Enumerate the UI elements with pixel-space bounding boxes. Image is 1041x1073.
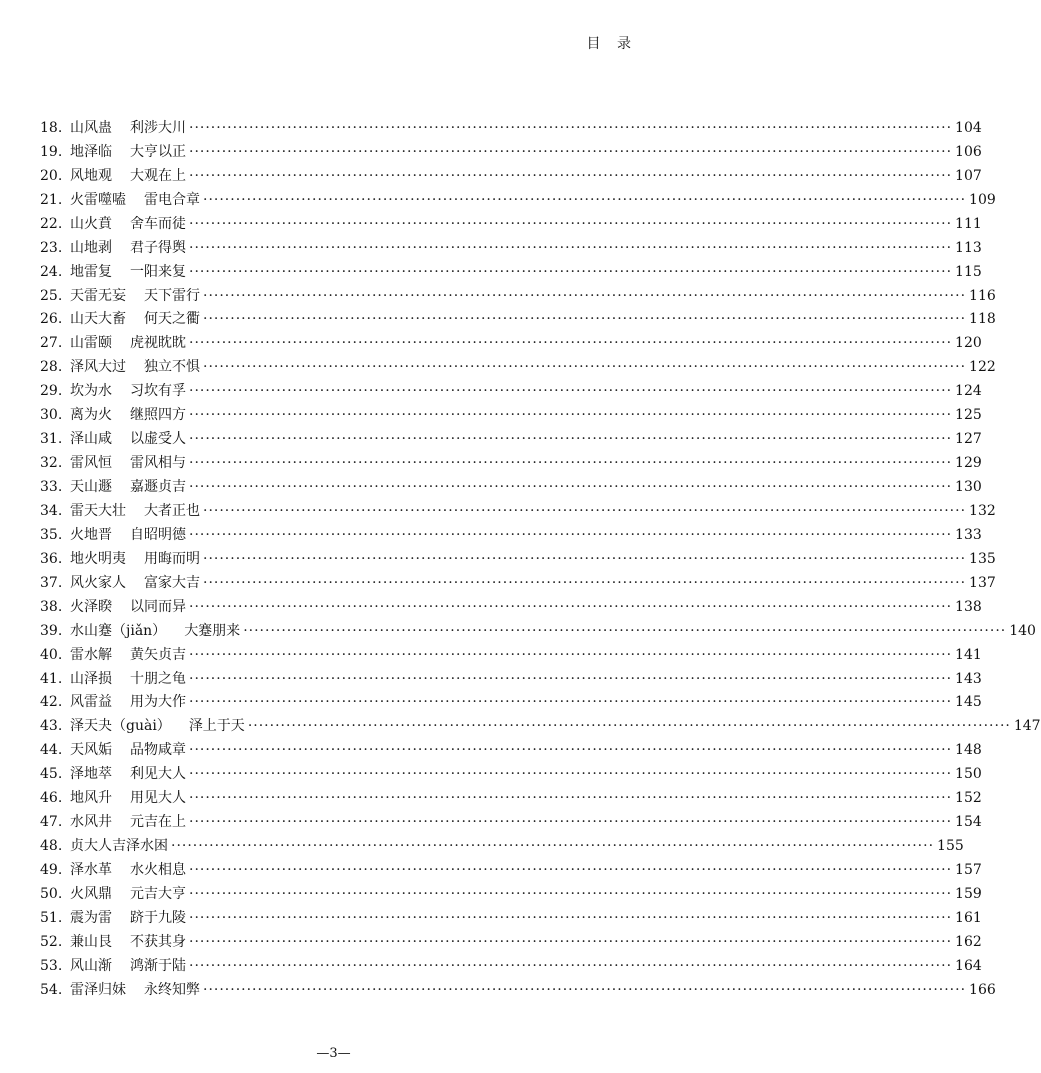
dot-leader: ············································································································································	[203, 550, 967, 567]
entry-subtitle: 永终知弊	[144, 981, 200, 998]
entry-subtitle: 嘉遯贞吉	[130, 479, 186, 496]
entry-subtitle: 品物咸章	[130, 742, 186, 759]
entry-title: 火泽睽	[70, 598, 112, 615]
toc-entry[interactable]	[40, 331, 982, 355]
toc-entry[interactable]	[40, 547, 996, 571]
entry-title: 火地晋	[70, 526, 112, 543]
dot-leader: ············································································································································	[189, 646, 953, 663]
toc-entry[interactable]	[40, 738, 982, 762]
entry-number: 49.	[40, 862, 63, 879]
toc-entry[interactable]	[40, 140, 982, 164]
dot-leader: ············································································································································	[203, 191, 967, 208]
entry-page-number: 140	[1009, 622, 1036, 639]
entry-number: 37.	[40, 574, 63, 591]
toc-entry[interactable]	[40, 858, 982, 882]
entry-number: 32.	[40, 455, 63, 472]
entry-number: 53.	[40, 957, 63, 974]
entry-number: 33.	[40, 479, 63, 496]
entry-number: 34.	[40, 502, 63, 519]
entry-number: 29.	[40, 383, 63, 400]
entry-page-number: 166	[969, 981, 996, 998]
entry-subtitle: 元吉在上	[130, 814, 186, 831]
entry-title: 坎为水	[70, 383, 112, 400]
toc-entry[interactable]	[40, 906, 982, 930]
entry-subtitle: 习坎有孚	[130, 383, 186, 400]
entry-number: 30.	[40, 407, 63, 424]
entry-number: 20.	[40, 167, 63, 184]
dot-leader: ············································································································································	[189, 885, 953, 902]
entry-title: 雷泽归妹	[70, 981, 126, 998]
entry-title: 火风鼎	[70, 885, 112, 902]
entry-number: 25.	[40, 287, 63, 304]
toc-entry[interactable]	[40, 475, 982, 499]
entry-subtitle: 天下雷行	[144, 287, 200, 304]
entry-page-number: 148	[955, 742, 982, 759]
entry-number: 47.	[40, 814, 63, 831]
entry-title: 震为雷	[70, 909, 112, 926]
entry-title: 泽水革	[70, 862, 112, 879]
dot-leader: ············································································································································	[189, 119, 953, 136]
entry-page-number: 106	[955, 143, 982, 160]
entry-number: 23.	[40, 239, 63, 256]
entry-page-number: 122	[969, 359, 996, 376]
dot-leader: ············································································································································	[189, 814, 953, 831]
dot-leader: ············································································································································	[189, 862, 953, 879]
entry-page-number: 161	[955, 909, 982, 926]
dot-leader: ············································································································································	[203, 311, 967, 328]
entry-title: 水风井	[70, 814, 112, 831]
entry-title: 天山遯	[70, 479, 112, 496]
entry-subtitle: 独立不惧	[144, 359, 200, 376]
entry-title: 山雷颐	[70, 335, 112, 352]
page-number: —3—	[316, 1046, 351, 1061]
table-of-contents	[40, 116, 1041, 1002]
entry-subtitle: 雷电合章	[144, 191, 200, 208]
entry-subtitle: 水火相息	[130, 862, 186, 879]
entry-title: 泽地萃	[70, 766, 112, 783]
entry-page-number: 154	[955, 814, 982, 831]
entry-page-number: 116	[969, 287, 996, 304]
dot-leader: ············································································································································	[203, 359, 967, 376]
toc-entry[interactable]	[40, 523, 982, 547]
entry-subtitle: 以同而异	[130, 598, 186, 615]
dot-leader: ············································································································································	[189, 694, 953, 711]
entry-page-number: 137	[969, 574, 996, 591]
entry-number: 18.	[40, 119, 63, 136]
entry-page-number: 164	[955, 957, 982, 974]
entry-page-number: 152	[955, 790, 982, 807]
entry-title: 兼山艮	[70, 933, 112, 950]
entry-title: 雷风恒	[70, 455, 112, 472]
entry-subtitle: 不获其身	[130, 933, 186, 950]
entry-title: 风雷益	[70, 694, 112, 711]
toc-entry[interactable]	[40, 786, 982, 810]
entry-subtitle: 用为大作	[130, 694, 186, 711]
entry-title: 水山蹇（jiǎn）	[70, 622, 167, 639]
entry-subtitle: 大者正也	[144, 502, 200, 519]
dot-leader: ············································································································································	[203, 287, 967, 304]
section-heading: 目 录	[586, 36, 637, 52]
entry-page-number: 111	[955, 215, 982, 232]
dot-leader: ············································································································································	[189, 143, 953, 160]
entry-number: 52.	[40, 933, 63, 950]
entry-number: 22.	[40, 215, 63, 232]
entry-page-number: 118	[969, 311, 996, 328]
entry-subtitle: 泽上于天	[188, 718, 245, 735]
entry-number: 19.	[40, 143, 63, 160]
dot-leader: ············································································································································	[247, 718, 1011, 735]
entry-page-number: 159	[955, 885, 982, 902]
toc-entry[interactable]	[40, 978, 996, 1002]
entry-page-number: 120	[955, 335, 982, 352]
entry-subtitle: 大观在上	[130, 167, 186, 184]
entry-subtitle: 富家大吉	[144, 574, 200, 591]
dot-leader: ············································································································································	[189, 263, 953, 280]
entry-page-number: 150	[955, 766, 982, 783]
entry-subtitle: 继照四方	[130, 407, 186, 424]
entry-title: 离为火	[70, 407, 112, 424]
entry-subtitle: 利涉大川	[130, 119, 186, 136]
entry-subtitle: 跻于九陵	[130, 909, 186, 926]
entry-title: 山泽损	[70, 670, 112, 687]
entry-page-number: 147	[1013, 718, 1041, 735]
entry-number: 31.	[40, 431, 63, 448]
entry-page-number: 135	[969, 550, 996, 567]
entry-number: 35.	[40, 526, 63, 543]
entry-number: 39.	[40, 622, 63, 639]
entry-page-number: 130	[955, 479, 982, 496]
entry-title: 泽山咸	[70, 431, 112, 448]
entry-page-number: 124	[955, 383, 982, 400]
entry-subtitle: 自昭明德	[130, 526, 186, 543]
entry-page-number: 127	[955, 431, 982, 448]
toc-entry[interactable]	[40, 212, 982, 236]
toc-entry[interactable]	[40, 691, 982, 715]
dot-leader: ············································································································································	[189, 455, 953, 472]
entry-subtitle: 舍车而徒	[130, 215, 186, 232]
toc-entry[interactable]	[40, 714, 1041, 738]
toc-entry[interactable]	[40, 355, 996, 379]
entry-title: 泽风大过	[70, 359, 126, 376]
toc-entry[interactable]	[40, 882, 982, 906]
entry-page-number: 145	[955, 694, 982, 711]
entry-subtitle: 用见大人	[130, 790, 186, 807]
entry-page-number: 109	[969, 191, 996, 208]
dot-leader: ············································································································································	[189, 479, 953, 496]
entry-title: 山天大畜	[70, 311, 126, 328]
entry-subtitle: 君子得舆	[130, 239, 186, 256]
entry-number: 27.	[40, 335, 63, 352]
entry-subtitle: 一阳来复	[130, 263, 186, 280]
dot-leader: ············································································································································	[189, 909, 953, 926]
dot-leader: ············································································································································	[171, 838, 935, 855]
entry-page-number: 133	[955, 526, 982, 543]
entry-title: 地雷复	[70, 263, 112, 280]
toc-entry[interactable]	[40, 451, 982, 475]
entry-subtitle: 大亨以正	[130, 143, 186, 160]
entry-subtitle: 用晦而明	[144, 550, 200, 567]
entry-page-number: 143	[955, 670, 982, 687]
entry-title: 雷天大壮	[70, 502, 126, 519]
entry-number: 48.	[40, 838, 63, 855]
entry-number: 28.	[40, 359, 63, 376]
entry-title: 山火賁	[70, 215, 112, 232]
entry-number: 50.	[40, 885, 63, 902]
entry-page-number: 157	[955, 862, 982, 879]
toc-entry[interactable]	[40, 379, 982, 403]
toc-entry[interactable]	[40, 284, 996, 308]
entry-page-number: 162	[955, 933, 982, 950]
entry-title: 风地观	[70, 167, 112, 184]
entry-subtitle: 大蹇朋来	[184, 622, 241, 639]
entry-title: 风火家人	[70, 574, 126, 591]
entry-title: 地火明夷	[70, 550, 126, 567]
entry-subtitle: 元吉大亨	[130, 885, 186, 902]
dot-leader: ············································································································································	[189, 766, 953, 783]
entry-title: 山地剥	[70, 239, 112, 256]
dot-leader: ············································································································································	[243, 622, 1007, 639]
dot-leader: ············································································································································	[189, 526, 953, 543]
entry-page-number: 115	[955, 263, 982, 280]
dot-leader: ············································································································································	[189, 407, 953, 424]
entry-page-number: 141	[955, 646, 982, 663]
toc-entry[interactable]	[40, 116, 982, 140]
toc-entry[interactable]	[40, 834, 964, 858]
entry-page-number: 113	[955, 239, 982, 256]
toc-entry[interactable]	[40, 667, 982, 691]
entry-title: 雷水解	[70, 646, 112, 663]
entry-title: 风山渐	[70, 957, 112, 974]
dot-leader: ············································································································································	[189, 742, 953, 759]
dot-leader: ············································································································································	[203, 981, 967, 998]
toc-entry[interactable]	[40, 643, 982, 667]
toc-entry[interactable]	[40, 308, 996, 332]
entry-page-number: 125	[955, 407, 982, 424]
entry-number: 26.	[40, 311, 63, 328]
entry-number: 42.	[40, 694, 63, 711]
toc-entry[interactable]	[40, 260, 982, 284]
toc-entry[interactable]	[40, 954, 982, 978]
toc-entry[interactable]	[40, 427, 982, 451]
toc-entry[interactable]	[40, 236, 982, 260]
entry-subtitle: 黄矢贞吉	[130, 646, 186, 663]
entry-page-number: 132	[969, 502, 996, 519]
dot-leader: ············································································································································	[189, 598, 953, 615]
entry-title: 泽天夬（guài）	[70, 718, 171, 735]
dot-leader: ············································································································································	[189, 431, 953, 448]
toc-entry[interactable]	[40, 595, 982, 619]
entry-number: 36.	[40, 550, 63, 567]
toc-entry[interactable]	[40, 762, 982, 786]
entry-title: 火雷噬嗑	[70, 191, 126, 208]
dot-leader: ············································································································································	[189, 215, 953, 232]
toc-entry[interactable]	[40, 164, 982, 188]
entry-subtitle: 利见大人	[130, 766, 186, 783]
entry-subtitle: 十朋之龟	[130, 670, 186, 687]
entry-number: 45.	[40, 766, 63, 783]
dot-leader: ············································································································································	[203, 502, 967, 519]
dot-leader: ············································································································································	[189, 790, 953, 807]
entry-page-number: 104	[955, 119, 982, 136]
entry-number: 38.	[40, 598, 63, 615]
entry-title: 地泽临	[70, 143, 112, 160]
toc-entry[interactable]	[40, 810, 982, 834]
toc-entry[interactable]	[40, 403, 982, 427]
entry-title: 山风蛊	[70, 119, 112, 136]
entry-page-number: 155	[937, 838, 964, 855]
entry-number: 46.	[40, 790, 63, 807]
dot-leader: ············································································································································	[189, 670, 953, 687]
entry-title: 贞大人吉泽水困	[70, 838, 168, 855]
entry-subtitle: 虎视眈眈	[130, 335, 186, 352]
toc-entry[interactable]	[40, 930, 982, 954]
entry-subtitle: 以虚受人	[130, 431, 186, 448]
entry-number: 40.	[40, 646, 63, 663]
toc-entry[interactable]	[40, 499, 996, 523]
entry-number: 44.	[40, 742, 63, 759]
entry-subtitle: 鸿渐于陆	[130, 957, 186, 974]
toc-entry[interactable]	[40, 188, 996, 212]
dot-leader: ············································································································································	[189, 239, 953, 256]
entry-number: 54.	[40, 981, 63, 998]
entry-number: 24.	[40, 263, 63, 280]
dot-leader: ············································································································································	[189, 933, 953, 950]
dot-leader: ············································································································································	[189, 957, 953, 974]
dot-leader: ············································································································································	[189, 167, 953, 184]
entry-title: 地风升	[70, 790, 112, 807]
entry-title: 天雷无妄	[70, 287, 126, 304]
entry-number: 43.	[40, 718, 63, 735]
dot-leader: ············································································································································	[189, 383, 953, 400]
entry-page-number: 138	[955, 598, 982, 615]
toc-entry[interactable]	[40, 619, 1036, 643]
dot-leader: ············································································································································	[189, 335, 953, 352]
toc-entry[interactable]	[40, 571, 996, 595]
dot-leader: ············································································································································	[203, 574, 967, 591]
entry-subtitle: 何天之衢	[144, 311, 200, 328]
entry-number: 51.	[40, 909, 63, 926]
entry-title: 天风姤	[70, 742, 112, 759]
entry-page-number: 129	[955, 455, 982, 472]
entry-subtitle: 雷风相与	[130, 455, 186, 472]
entry-number: 21.	[40, 191, 63, 208]
entry-page-number: 107	[955, 167, 982, 184]
entry-number: 41.	[40, 670, 63, 687]
